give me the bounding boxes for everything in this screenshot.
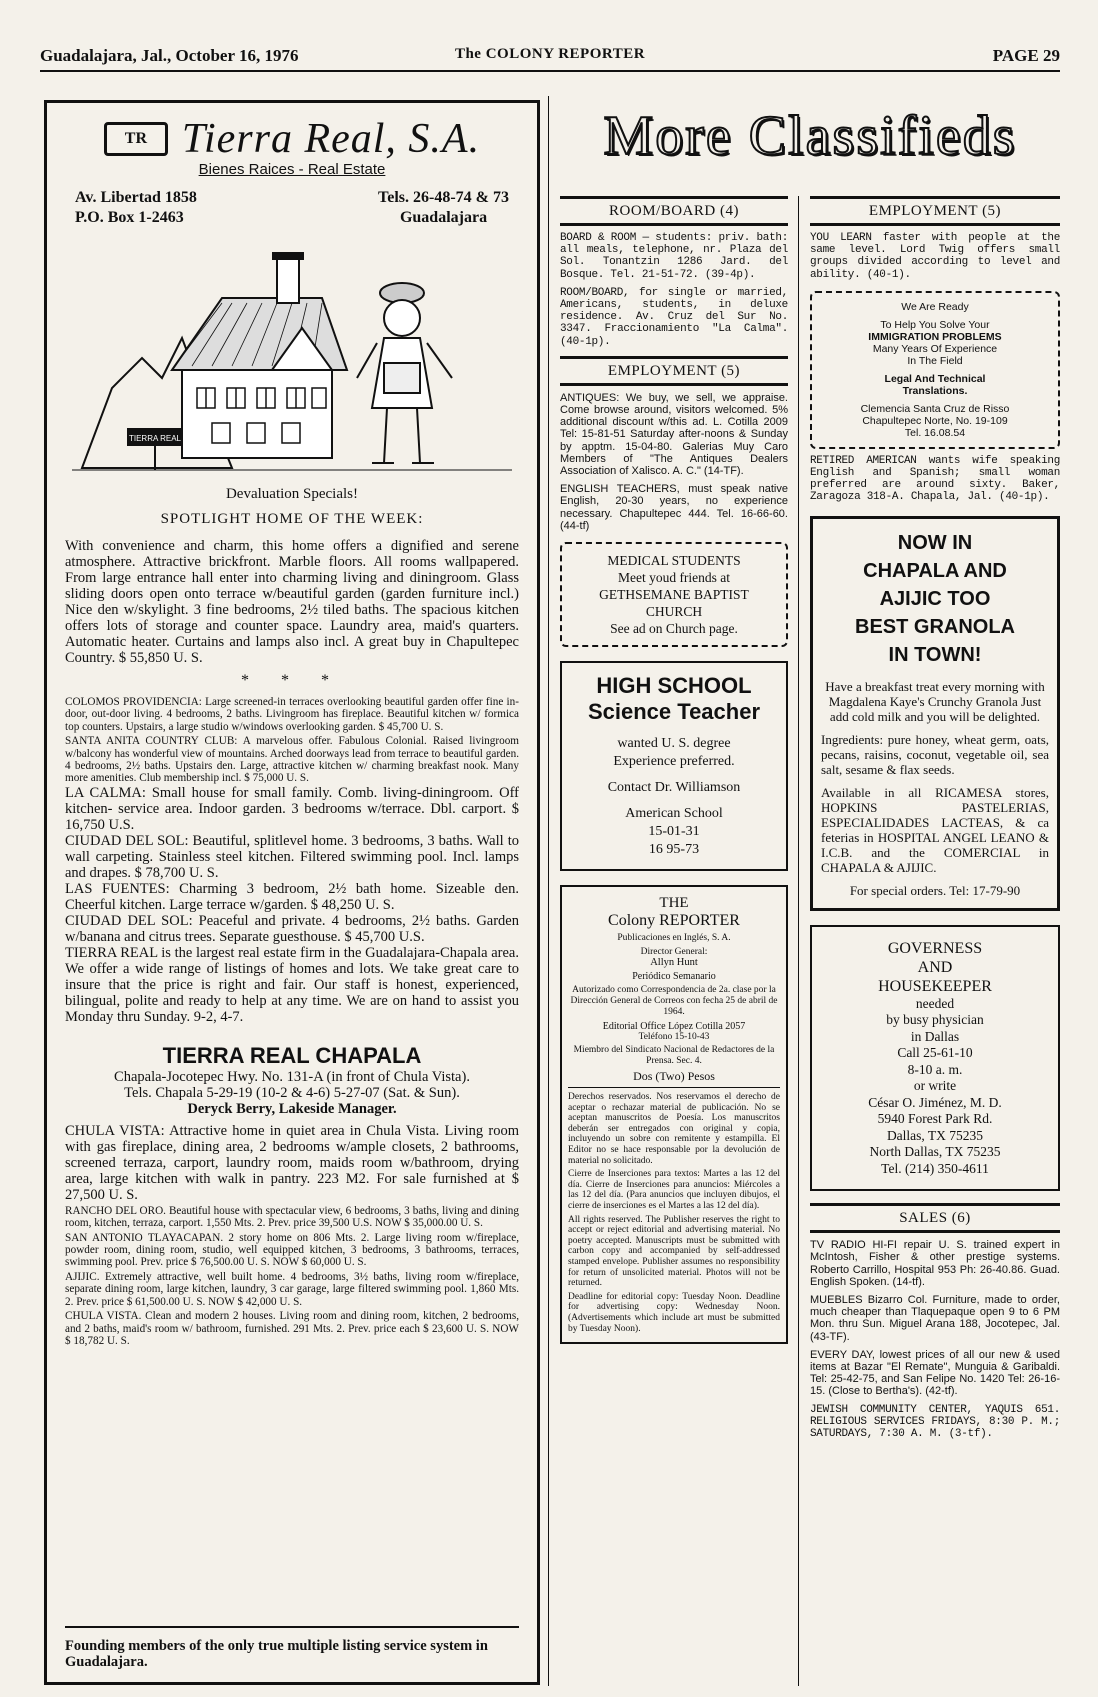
tierra-real-ad (44, 100, 540, 1685)
gov-line-3: HOUSEKEEPER (878, 977, 992, 995)
ready-line-9: Chapultepec Norte, No. 19-109 (862, 414, 1008, 427)
header-date: Guadalajara, Jal., October 16, 1976 (40, 46, 299, 65)
granola-line-8: Available in all RICAMESA stores, HOPKINS PASTELERIAS, ESPECIALIDADES LACTEAS, & ca feterias in HOSPITAL ANGEL LEANO & I.C.B. and the COMERCIAL in CHAPALA & AJIJIC. (821, 784, 1049, 875)
muebles-ad: MUEBLES Bizarro Col. Furniture, made to order, much cheaper than Tlaquepaque open 9 to 6 PM Mon. thru Sun. Miguel Arana 188, Jocotepec, Jal. (43-TF). (810, 1293, 1060, 1343)
immigration-ad (810, 291, 1060, 449)
gov-line-10: César O. Jiménez, M. D. (868, 1094, 1002, 1110)
man-figure (357, 283, 452, 463)
ready-line-10: Tel. 16.08.54 (904, 426, 966, 439)
chapala-phones: Tels. Chapala 5-29-19 (10-2 & 4-6) 5-27-07 (Sat. & Sun). (124, 1084, 460, 1101)
listing-san-antonio: SAN ANTONIO TLAYACAPAN. 2 story home on 806 Mts. 2. Large living room w/fireplace, powder room, dining room, studio, well equipped kitchen, 3 bedrooms, 3 bathrooms, terraces, swimming pool. Prev. price $ 76,500.00 U. S. NOW $ 60,000 U. S. (65, 1231, 519, 1269)
hs-line-7: 15-01-31 (648, 824, 700, 840)
phone: Tels. 26-48-74 & 73 (378, 189, 509, 206)
header-paper-name: The COLONY REPORTER (454, 46, 646, 62)
colony-line-9: Teléfono 15-10-43 (638, 1032, 710, 1043)
more-classifieds-banner (560, 104, 1060, 174)
colony-line-15: Deadline for editorial copy: Tuesday Noon. Deadline for advertising copy: Wednesday Noon. (Advertisements which include art must be submitted by Tuesday Noon). (568, 1291, 780, 1334)
ready-line-5: In The Field (907, 354, 963, 367)
antiques-ad: ANTIQUES: We buy, we sell, we appraise. Come browse around, visitors welcomed. 5% additional discount w/this ad. L. Cotilla 2009 Tel: 15-81-51 Saturday after-noons & Sunday by apptm. 15-04-80. Galerias Muy Caro Members of "The Antiques Dealers Association of Xalisco. A. C." (14-TF). (560, 391, 788, 478)
spotlight-text: With convenience and charm, this home offers a dignified and serene atmosphere. Attractive brickfront. Marble floors. All rooms wallpapered. From large entrance hall enter into charming living and diningroom. Glass sliding doors open onto terrace w/beautiful garden (garden furniture incl.) Nice den w/skylight. 3 fine bedrooms, 2½ tiled baths. The spacious kitchen offers lots of storage and counter space. Laundry area, maid's quarters. Automatic heater. Curtains and lamps also incl. A great buy in Chapultepec Country. $ 55,850 U. S. (65, 538, 519, 666)
listing-las-fuentes: LAS FUENTES: Charming 3 bedroom, 2½ bath home. Sizeable den. Cheerful kitchen. Large terrace w/garden. $ 48,250 U. S. (65, 880, 519, 913)
listing-chula-vista-2: CHULA VISTA. Clean and modern 2 houses. Living room and dining room, kitchen, 2 bedrooms, and 2 baths, maid's room w/ bathroom, furnished. 291 Mts. 2. Prev. price each $ 23,600 U. S. NOW $ 18,782 U. S. (65, 1310, 519, 1347)
chapala-manager: Deryck Berry, Lakeside Manager. (187, 1100, 397, 1117)
hs-line-1: HIGH SCHOOL (596, 673, 752, 699)
listing-santa-anita: SANTA ANITA COUNTRY CLUB: A marvelous offer. Fabulous Colonial. Raised livingroom w/balcony has wonderful view of mountains. Arched doorways lead from terrace to beautiful garden. 4 bedrooms, 2½ baths. Upstairs den. Large, attractive kitchen w/ charming breakfast nook. Many more amenities. Club membership incl. $ 75,000 U. S. (65, 735, 519, 785)
colony-line-12: Derechos reservados. Nos reservamos el derecho de aceptar o rechazar material de publicación. No se aceptan manuscritos de Poesía. Los manuscritos deberán ser entregados con original y copia, incluyendo un sobre con remitente y estampilla. El Editor no se hace responsable por la devolución de material no solicitado. (568, 1092, 780, 1166)
gov-line-14: Tel. (214) 350-4611 (881, 1160, 989, 1176)
jewish-community-ad: JEWISH COMMUNITY CENTER, YAQUIS 651. RELIGIOUS SERVICES FRIDAYS, 8:30 P. M.; SATURDAYS, 7:30 A. M. (3-tf). (810, 1403, 1060, 1440)
granola-line-4: BEST GRANOLA (855, 615, 1015, 638)
listing-la-calma: LA CALMA: Small house for small family. Comb. living-diningroom. Off kitchen- service area. Indoor garden. 3 bedrooms w/terrace. Dbl. carport. $ 16,750 U.S. (65, 784, 519, 833)
sign-text: TIERRA REAL (128, 434, 182, 443)
granola-line-3: AJIJIC TOO (879, 587, 991, 610)
gov-line-7: Call 25-61-10 (897, 1045, 973, 1061)
room-board-ad-1: BOARD & ROOM — students: priv. bath: all meals, telephone, nr. Plaza del Sol. Tonantzin 1286 Jard. del Bosque. Tel. 21-51-72. (39-4p). (560, 232, 788, 281)
gov-line-4: needed (915, 995, 955, 1011)
colony-line-10: Miembro del Sindicato Nacional de Redactores de la Prensa. Sec. 4. (573, 1045, 775, 1067)
room-board-heading: ROOM/BOARD (4) (560, 196, 788, 226)
classifieds-right-column (810, 196, 1060, 1440)
listing-rancho-del-oro: RANCHO DEL ORO. Beautiful house with spectacular view, 6 bedrooms, 3 baths, living and dining room, kitchen, terraza, carport. 1,550 Mts. 2. Prev. price 39,500 U.S. NOW $ 35,000.00 U. S. (65, 1204, 519, 1230)
hs-line-4: Experience preferred. (613, 754, 735, 770)
chapala-heading: TIERRA REAL CHAPALA (162, 1042, 422, 1068)
employment-heading-right: EMPLOYMENT (5) (810, 196, 1060, 226)
ready-line-6: Legal And Technical (884, 372, 986, 385)
ready-line-2: To Help You Solve Your (880, 318, 990, 331)
tierra-real-subtitle: Bienes Raices - Real Estate (198, 161, 386, 178)
devaluation-heading: Devaluation Specials! (225, 486, 359, 502)
granola-line-9: For special orders. Tel: 17-79-90 (849, 882, 1021, 898)
granola-line-2: CHAPALA AND (863, 559, 1007, 582)
page-header (40, 42, 1060, 72)
granola-line-5: IN TOWN! (888, 643, 982, 666)
colony-line-3: Publicaciones en Inglés, S. A. (617, 933, 731, 944)
colony-line-1: THE (659, 895, 689, 912)
hs-line-6: American School (625, 806, 723, 822)
spotlight-heading: SPOTLIGHT HOME OF THE WEEK: (160, 511, 424, 527)
banner-text: More Classifieds (603, 105, 1017, 167)
gov-line-2: AND (917, 958, 953, 976)
tierra-real-mark: TR (104, 122, 168, 156)
header-page-number: PAGE 29 (992, 46, 1060, 65)
ready-line-1: We Are Ready (901, 300, 969, 313)
hs-line-3: wanted U. S. degree (617, 736, 731, 752)
colony-line-4: Director General: (640, 947, 708, 958)
tierra-real-address (65, 188, 519, 228)
colony-line-11: Dos (Two) Pesos (568, 1069, 780, 1088)
colony-line-5: Allyn Hunt (650, 957, 698, 969)
medical-line-4: CHURCH (645, 604, 703, 620)
granola-ad (810, 516, 1060, 911)
ready-line-8: Clemencia Santa Cruz de Risso (860, 402, 1010, 415)
for-sale-sign (127, 428, 183, 470)
gov-line-12: Dallas, TX 75235 (886, 1127, 984, 1143)
listing-chula-vista: CHULA VISTA: Attractive home in quiet area in Chula Vista. Living room with gas fireplace, dining area, 2 bedrooms w/ample closets, 2 bathrooms, screened terraza, carport, laundry room, maids room w/bathroom, drying area, large kitchen with walk in pantry. 223 M2. For sale furnished at $ 27,500 U. S. (65, 1122, 519, 1203)
hs-line-5: Contact Dr. Williamson (607, 780, 741, 796)
granola-line-7: Ingredients: pure honey, wheat germ, oats, pecans, raisins, coconut, vegetable oil, sea salt, sesame & flax seeds. (821, 731, 1049, 777)
colony-line-13: Cierre de Inserciones para textos: Martes a las 12 del día. Cierre de Inserciones para anuncios: Miércoles a las 12 del día. (Para anuncios que incluyen dibujos, el cierre de inserciones es el Martes a las 12 del día). (568, 1169, 780, 1211)
medical-line-5: See ad on Church page. (610, 621, 738, 637)
tv-radio-ad: TV RADIO HI-FI repair U. S. trained expert in McIntosh, Fisher & other prestige systems. Roberto Carrillo, Hospital 953 Ph: 26-40.86. Guad. English Spoken. (14-tf). (810, 1239, 1060, 1288)
gov-line-8: 8-10 a. m. (907, 1061, 963, 1077)
address-line-1: Av. Libertad 1858 (75, 189, 197, 206)
employment-heading-middle: EMPLOYMENT (5) (560, 356, 788, 386)
chapala-address: Chapala-Jocotepec Hwy. No. 131-A (in front of Chula Vista). (114, 1068, 470, 1085)
medical-line-3: GETHSEMANE BAPTIST (599, 587, 749, 603)
colony-line-6: Periódico Semanario (632, 971, 716, 983)
gov-line-11: 5940 Forest Park Rd. (877, 1111, 993, 1127)
sales-heading: SALES (6) (810, 1203, 1060, 1233)
city: Guadalajara (399, 209, 488, 226)
ready-line-4: Many Years Of Experience (872, 342, 998, 355)
listing-ciudad-del-sol-1: CIUDAD DEL SOL: Beautiful, splitlevel home. 3 bedrooms, 3 baths. Wall to wall carpeting. Stainless steel kitchen. Filtered swimming pool. Incl. lamps and drapes. $ 78,700 U. S. (65, 832, 519, 881)
tierra-real-description: TIERRA REAL is the largest real estate firm in the Guadalajara-Chapala area. We offer a wide range of listings of homes and lots. We take great care to insure that the price is right and fair. Our staff is honest, experienced, bilingual, polite and ready to help at any time. We are on hand to assist you Monday thru Sunday. 9-2, 4-7. (65, 944, 519, 1025)
tierra-real-logo (65, 115, 519, 163)
medical-students-ad (560, 542, 788, 647)
founding-members-note: Founding members of the only true multiple listing service system in Guadalajara. (65, 1626, 519, 1670)
hs-line-8: 16 95-73 (648, 842, 700, 858)
every-day-ad: EVERY DAY, lowest prices of all our new & used items at Bazar "El Remate", Munguia & Garibaldi. Tel: 25-42-75, and San Felipe No. 1420 Tel: 26-16-15. (Close to Bertha's). (42-tf). (810, 1348, 1060, 1398)
ready-line-3: IMMIGRATION PROBLEMS (868, 330, 1002, 343)
tierra-real-name: Tierra Real, S.A. (181, 116, 481, 162)
listing-ajijic: AJIJIC. Extremely attractive, well built home. 4 bedrooms, 3½ baths, living room w/fireplace, separate dining room, large kitchen, laundry, 3 car garage, large filtered swimming pool. 1,860 Mts. 2. Prev. price $ 61,500.00 U. S. NOW $ 42,000 U. S. (65, 1270, 519, 1308)
column-divider-2 (798, 196, 799, 1686)
granola-line-1: NOW IN (897, 531, 973, 554)
room-board-ad-2: ROOM/BOARD, for single or married, Americans, students, in deluxe residence. Av. Cruz del Sur No. 3347. Fraccionamiento "La Calma". (40-1p). (560, 286, 788, 348)
ready-line-7: Translations. (902, 384, 968, 397)
governess-ad (810, 925, 1060, 1192)
granola-line-6: Have a breakfast treat every morning with Magdalena Kaye's Crunchy Granola Just add cold milk and you will be delighted. (825, 678, 1045, 724)
medical-line-1: MEDICAL STUDENTS (607, 553, 741, 569)
gov-line-13: North Dallas, TX 75235 (869, 1144, 1001, 1160)
hs-line-2: Science Teacher (587, 699, 761, 725)
colony-line-14: All rights reserved. The Publisher reserves the right to accept or reject editorial and advertising material. No poetry accepted. Manuscripts must be submitted with carbon copy and accompanied by self-addressed stamped envelope. Publisher assumes no responsibility for return of unsolicited material. Photos will not be returned. (568, 1214, 780, 1289)
colony-line-2: Colony REPORTER (608, 912, 740, 930)
gov-line-5: by busy physician (886, 1012, 984, 1028)
address-line-2: P.O. Box 1-2463 (75, 209, 184, 226)
column-divider (548, 96, 549, 1686)
listing-ciudad-del-sol-2: CIUDAD DEL SOL: Peaceful and private. 4 bedrooms, 2½ baths. Garden w/banana and citrus trees. Separate guesthouse. $ 45,700 U.S. (65, 912, 519, 945)
gov-line-6: in Dallas (910, 1028, 960, 1044)
house-illustration (72, 238, 512, 478)
colony-line-7: Autorizado como Correspondencia de 2a. clase por la Dirección General de Correos con fecha 25 de abril de 1964. (570, 985, 778, 1018)
medical-line-2: Meet youd friends at (617, 570, 731, 586)
colony-reporter-masthead (560, 885, 788, 1344)
separator-stars: * * * (241, 672, 343, 689)
classifieds-middle-column (560, 196, 788, 1344)
gov-line-9: or write (913, 1078, 957, 1094)
you-learn-ad: YOU LEARN faster with people at the same level. Lord Twig offers small groups divided according to level and ability. (40-1). (810, 232, 1060, 281)
retired-american-ad: RETIRED AMERICAN wants wife speaking English and Spanish; small woman preferred are around sixty. Baker, Zaragoza 318-A. Chapala, Jal. (40-1p). (810, 454, 1060, 504)
high-school-ad (560, 661, 788, 871)
colony-line-8: Editorial Office López Cotilla 2057 (602, 1021, 746, 1033)
listing-colomos: COLOMOS PROVIDENCIA: Large screened-in terraces overlooking beautiful garden offer fine in-door, out-door living. 4 bedrooms, 2 baths. Livingroom has fireplace. Beautiful kitchen w/ formica top counters. Upstairs, a large studio w/windows overlooking garden. $ 45,700 U. S. (65, 696, 519, 733)
english-teachers-ad: ENGLISH TEACHERS, must speak native English, 20-30 years, no experience necessary. Chapultepec 444. Tel. 16-66-60. (44-tf) (560, 483, 788, 532)
gov-line-1: GOVERNESS (887, 939, 983, 957)
